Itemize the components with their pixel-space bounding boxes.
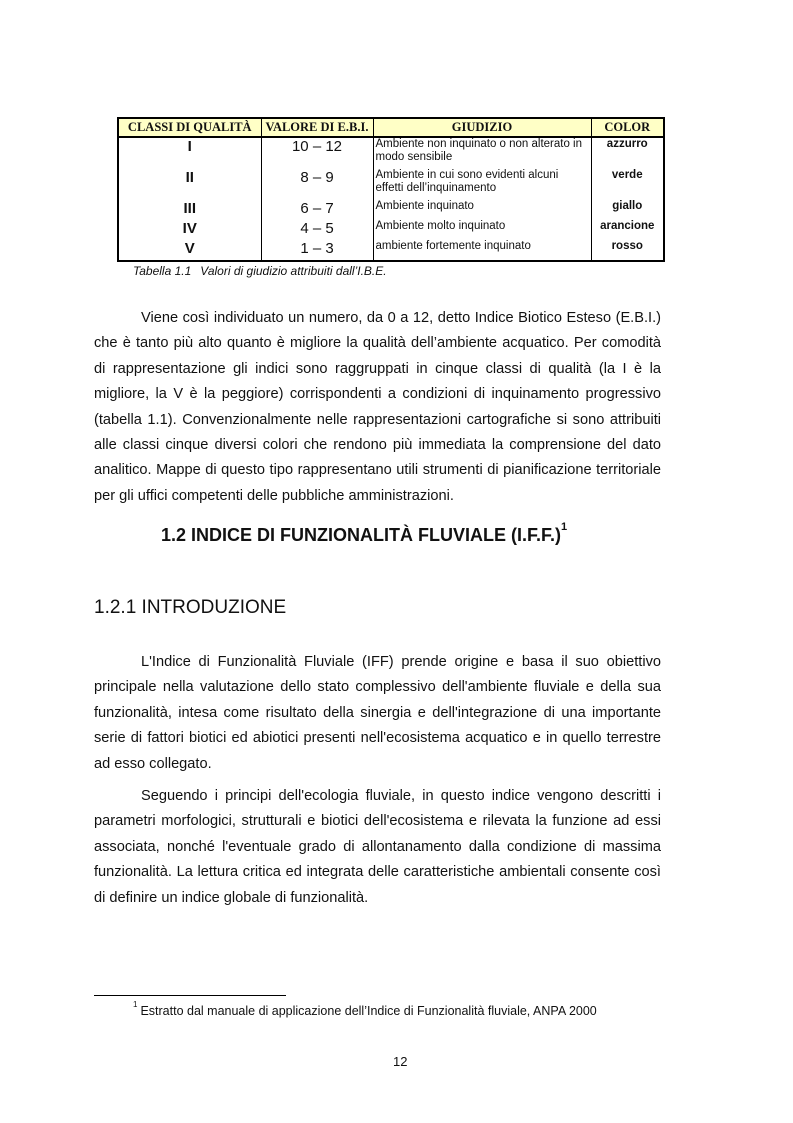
subsection-heading: 1.2.1 INTRODUZIONE bbox=[94, 597, 287, 618]
cell-colore: verde bbox=[591, 169, 664, 200]
header-giudizio: GIUDIZIO bbox=[373, 118, 591, 137]
cell-classe: IV bbox=[118, 220, 261, 240]
footnote bbox=[133, 1000, 597, 1019]
cell-colore: arancione bbox=[591, 220, 664, 240]
cell-valore: 10 – 12 bbox=[261, 137, 373, 169]
paragraph-iff-principles: Seguendo i principi dell'ecologia fluviale, in questo indice vengono descritti i parametri morfologici, strutturali e biotici dell'ecosistema e rilevata la funzione ad essi associata, nonché l'eventuale grado di allontanamento dalla condizione di massima funzionalità. La lettura critica ed integrata delle caratteristiche ambientali consente così di definire un indice globale di funzionalità. bbox=[94, 788, 661, 906]
cell-classe: II bbox=[118, 169, 261, 200]
cell-giudizio: Ambiente in cui sono evidenti alcuni effetti dell’inquinamento bbox=[373, 169, 591, 200]
table-row bbox=[118, 200, 664, 220]
ibe-quality-table bbox=[117, 117, 665, 262]
footnote-ref: 1 bbox=[561, 521, 568, 533]
header-colore: COLOR bbox=[591, 118, 664, 137]
cell-valore: 8 – 9 bbox=[261, 169, 373, 200]
caption-label: Tabella 1.1 bbox=[133, 264, 192, 278]
caption-text: Valori di giudizio attribuiti dall’I.B.E. bbox=[200, 264, 387, 278]
table-row bbox=[118, 220, 664, 240]
section-heading bbox=[161, 521, 568, 546]
table-row bbox=[118, 137, 664, 169]
cell-colore: azzurro bbox=[591, 137, 664, 169]
table-header-row bbox=[118, 118, 664, 137]
cell-colore: giallo bbox=[591, 200, 664, 220]
cell-giudizio: ambiente fortemente inquinato bbox=[373, 240, 591, 261]
cell-classe: I bbox=[118, 137, 261, 169]
cell-giudizio: Ambiente molto inquinato bbox=[373, 220, 591, 240]
paragraph-iff-intro: L'Indice di Funzionalità Fluviale (IFF) prende origine e basa il suo obiettivo principale nella valutazione dello stato complessivo dell'ambiente fluviale e della sua funzionalità, intesa come risultato della sinergia e dell'integrazione di una importante serie di fattori biotici ed abiotici presenti nell'ecosistema acquatico e in quello terrestre ad esso collegato. bbox=[94, 654, 661, 772]
footnote-number: 1 bbox=[133, 1000, 138, 1009]
cell-classe: V bbox=[118, 240, 261, 261]
cell-valore: 6 – 7 bbox=[261, 200, 373, 220]
footnote-divider bbox=[94, 995, 286, 996]
table-row bbox=[118, 240, 664, 261]
cell-giudizio: Ambiente non inquinato o non alterato in modo sensibile bbox=[373, 137, 591, 169]
section-heading-text: 1.2 INDICE DI FUNZIONALITÀ FLUVIALE (I.F.F.) bbox=[161, 525, 561, 545]
page-number: 12 bbox=[393, 1054, 408, 1069]
cell-valore: 4 – 5 bbox=[261, 220, 373, 240]
cell-colore: rosso bbox=[591, 240, 664, 261]
header-classi: CLASSI DI QUALITÀ bbox=[118, 118, 261, 137]
table-row bbox=[118, 169, 664, 200]
table-caption bbox=[133, 264, 387, 278]
cell-valore: 1 – 3 bbox=[261, 240, 373, 261]
header-valore: VALORE DI E.B.I. bbox=[261, 118, 373, 137]
cell-giudizio: Ambiente inquinato bbox=[373, 200, 591, 220]
paragraph-ebi: Viene così individuato un numero, da 0 a 12, detto Indice Biotico Esteso (E.B.I.) che è tanto più alto quanto è migliore la qualità dell’ambiente acquatico. Per comodità di rappresentazione gli indici sono raggruppati in cinque classi di qualità (la I è la migliore, la V è la peggiore) corrispondenti a condizioni di inquinamento progressivo (tabella 1.1). Convenzionalmente nelle rappresentazioni cartografiche si sono attribuiti alle classi cinque diversi colori che rendono più immediata la comprensione del dato analitico. Mappe di questo tipo rappresentano utili strumenti di pianificazione territoriale per gli uffici competenti delle pubbliche amministrazioni. bbox=[94, 310, 661, 504]
cell-classe: III bbox=[118, 200, 261, 220]
footnote-text: Estratto dal manuale di applicazione dell’Indice di Funzionalità fluviale, ANPA 2000 bbox=[140, 1004, 597, 1019]
